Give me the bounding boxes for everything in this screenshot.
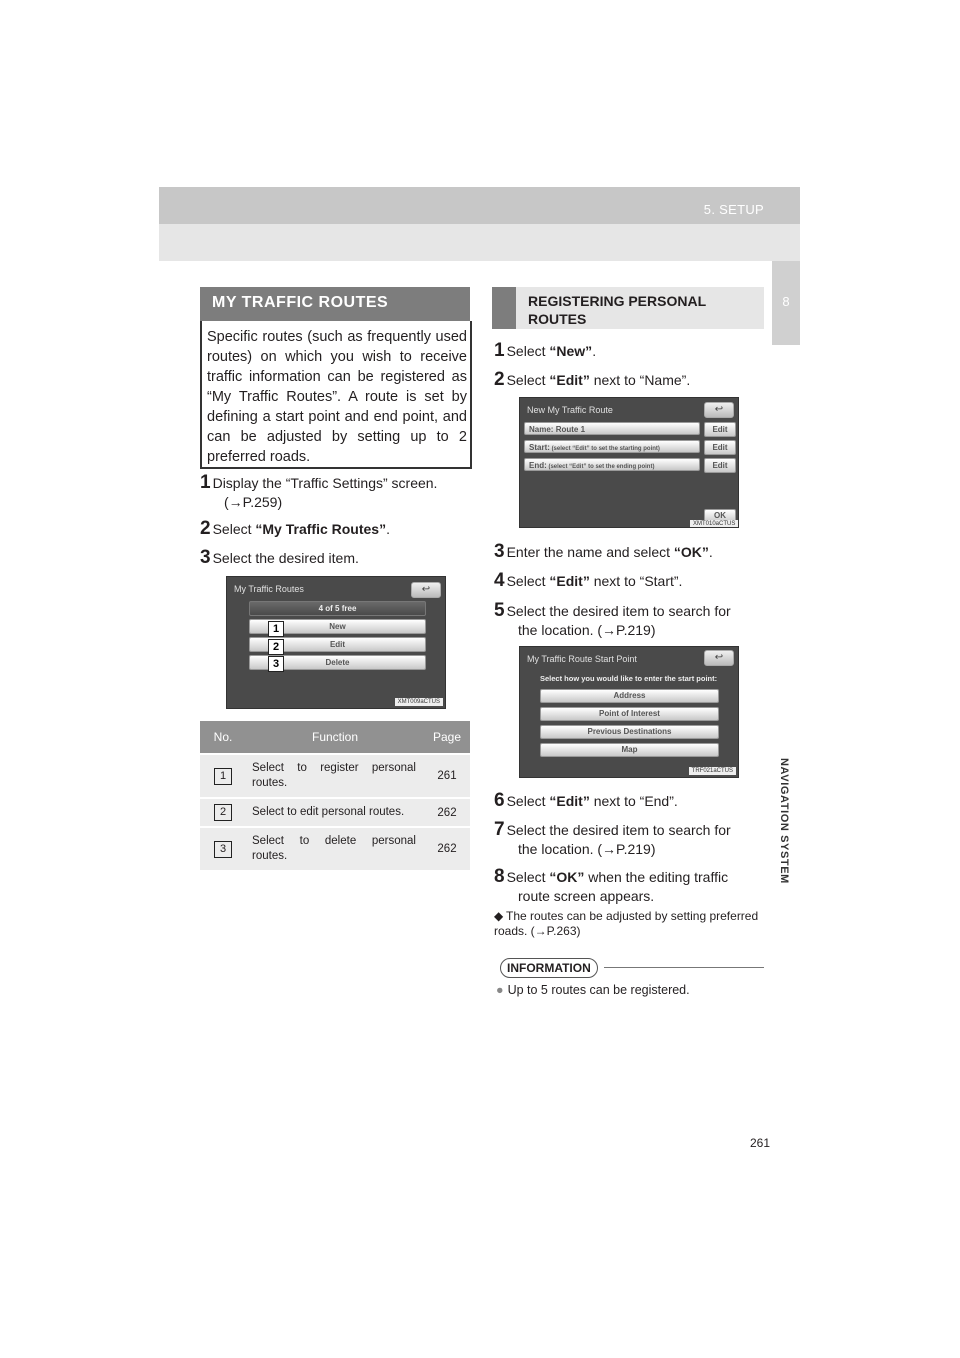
row-number: 1	[214, 768, 232, 785]
step-text: Select	[506, 372, 550, 388]
start-row	[524, 440, 700, 453]
cell-function: Select to register personal routes.	[246, 754, 424, 798]
step-number: 4	[494, 570, 505, 591]
right-step-8	[494, 867, 766, 906]
cell-no	[200, 754, 246, 798]
end-row	[524, 458, 700, 471]
screen-new-my-traffic-route	[519, 397, 739, 528]
cell-page: 262	[424, 827, 470, 870]
col-function: Function	[246, 721, 424, 754]
section-title: 5. SETUP	[703, 202, 764, 217]
new-button[interactable]: New	[249, 619, 426, 634]
step-emphasis: “Edit”	[549, 793, 590, 809]
right-step-2	[494, 370, 766, 390]
prompt-text: Select how you would like to enter the start point:	[540, 674, 718, 683]
row-number: 3	[214, 841, 232, 858]
step-text-end: .	[386, 521, 390, 537]
step-text-line2: the location. (→P.219)	[518, 622, 656, 638]
edit-name-button[interactable]: Edit	[704, 422, 736, 437]
table-row	[200, 798, 470, 827]
free-count: 4 of 5 free	[249, 601, 426, 616]
step-text-end: .	[592, 343, 597, 359]
chapter-number: 8	[782, 294, 790, 309]
map-button[interactable]: Map	[540, 743, 719, 757]
table-row	[200, 754, 470, 798]
page-number: 261	[749, 1136, 770, 1150]
left-step-1	[200, 473, 472, 512]
image-code: XMT010aCTUS	[690, 520, 738, 528]
heading-text: REGISTERING PERSONAL ROUTES	[528, 293, 706, 327]
cell-function: Select to edit personal routes.	[246, 798, 424, 827]
back-icon[interactable]: ↩	[704, 650, 734, 666]
row-label: Start:	[529, 443, 550, 452]
note	[494, 909, 764, 939]
row-label: End:	[529, 461, 547, 470]
screen-title: New My Traffic Route	[527, 405, 613, 415]
header-band-bottom	[159, 224, 800, 261]
right-step-3	[494, 542, 766, 562]
step-number: 7	[494, 819, 505, 840]
edit-start-button[interactable]: Edit	[704, 440, 736, 455]
cell-function: Select to delete personal routes.	[246, 827, 424, 870]
step-text: Select	[506, 343, 550, 359]
cell-page: 262	[424, 798, 470, 827]
address-button[interactable]: Address	[540, 689, 719, 703]
right-step-5	[494, 601, 766, 640]
row-label: Name:	[529, 425, 554, 434]
point-of-interest-button[interactable]: Point of Interest	[540, 707, 719, 721]
edit-button[interactable]: Edit	[249, 637, 426, 652]
step-text: Select the desired item to search for	[506, 603, 731, 619]
function-table	[200, 721, 470, 870]
step-text-end: .	[708, 544, 713, 560]
step-text-line2: (→P.259)	[224, 494, 283, 510]
cell-no	[200, 798, 246, 827]
left-step-3	[200, 548, 472, 568]
step-text-end: next to “Name”.	[589, 372, 691, 388]
screen-start-point	[519, 646, 739, 778]
note-text: The routes can be adjusted by setting preferred roads. (→P.263)	[494, 909, 759, 938]
diamond-bullet-icon: ◆	[494, 909, 504, 923]
information-rule	[604, 967, 764, 968]
step-text-line2: route screen appears.	[518, 888, 655, 904]
step-text-end: next to “End”.	[589, 793, 678, 809]
heading-registering-personal-routes	[492, 287, 764, 329]
step-text-end: when the editing traffic	[584, 869, 729, 885]
screen-title: My Traffic Routes	[234, 584, 304, 594]
left-step-2	[200, 519, 472, 539]
step-number: 1	[200, 472, 211, 493]
step-emphasis: “Edit”	[549, 573, 590, 589]
step-number: 2	[494, 369, 505, 390]
table-header-row	[200, 721, 470, 754]
heading-my-traffic-routes	[200, 287, 470, 321]
step-text-end: next to “Start”.	[589, 573, 683, 589]
step-text: Select the desired item.	[212, 550, 359, 566]
screen-title: My Traffic Route Start Point	[527, 654, 637, 664]
table-row	[200, 827, 470, 870]
delete-button[interactable]: Delete	[249, 655, 426, 670]
step-text-line2: the location. (→P.219)	[518, 841, 656, 857]
image-code: TRF021aCTUS	[689, 767, 736, 775]
step-number: 6	[494, 790, 505, 811]
step-emphasis: “OK”	[673, 544, 709, 560]
step-text: Select	[506, 573, 550, 589]
step-number: 3	[200, 547, 211, 568]
row-value: (select “Edit” to set the starting point)	[551, 446, 660, 452]
back-icon[interactable]: ↩	[411, 582, 441, 598]
right-step-6	[494, 791, 766, 811]
name-row	[524, 422, 700, 435]
step-number: 2	[200, 518, 211, 539]
cell-no	[200, 827, 246, 870]
information-label: INFORMATION	[500, 958, 598, 978]
step-emphasis: “OK”	[549, 869, 585, 885]
right-step-4	[494, 571, 766, 591]
heading-text: MY TRAFFIC ROUTES	[212, 294, 389, 311]
col-no: No.	[200, 721, 246, 754]
step-text: Select	[506, 869, 550, 885]
image-code: XMT009aCTUS	[395, 698, 443, 706]
row-number: 2	[214, 804, 232, 821]
callout-3: 3	[268, 656, 284, 672]
step-number: 3	[494, 541, 505, 562]
row-value: (select “Edit” to set the ending point)	[548, 464, 655, 470]
information-item	[496, 983, 766, 997]
back-icon[interactable]: ↩	[704, 402, 734, 418]
callout-1: 1	[268, 621, 284, 637]
edit-end-button[interactable]: Edit	[704, 458, 736, 473]
step-text: Select the desired item to search for	[506, 822, 731, 838]
heading-bar	[492, 287, 516, 329]
step-emphasis: “Edit”	[549, 372, 590, 388]
row-value: Route 1	[555, 425, 586, 434]
ok-button[interactable]: OK	[704, 509, 736, 523]
chapter-title: NAVIGATION SYSTEM	[778, 758, 790, 884]
previous-destinations-button[interactable]: Previous Destinations	[540, 725, 719, 739]
step-text: Select	[212, 521, 256, 537]
screen-my-traffic-routes	[226, 576, 446, 709]
intro-box: Specific routes (such as frequently used routes) on which you wish to receive traffic information can be registered as “My Traffic Routes”. A route is set by defining a start point and end point, and can be adjusted by setting up to 2 preferred roads.	[200, 321, 472, 469]
step-number: 5	[494, 600, 505, 621]
step-text: Display the “Traffic Settings” screen.	[212, 475, 438, 491]
step-text: Select	[506, 793, 550, 809]
step-number: 8	[494, 866, 505, 887]
callout-2: 2	[268, 639, 284, 655]
col-page: Page	[424, 721, 470, 754]
bullet-icon: ●	[496, 983, 504, 997]
step-emphasis: “New”	[549, 343, 593, 359]
information-text: Up to 5 routes can be registered.	[507, 983, 690, 997]
right-step-1	[494, 341, 766, 361]
step-text: Enter the name and select	[506, 544, 674, 560]
cell-page: 261	[424, 754, 470, 798]
step-number: 1	[494, 340, 505, 361]
right-step-7	[494, 820, 766, 859]
step-emphasis: “My Traffic Routes”	[255, 521, 387, 537]
